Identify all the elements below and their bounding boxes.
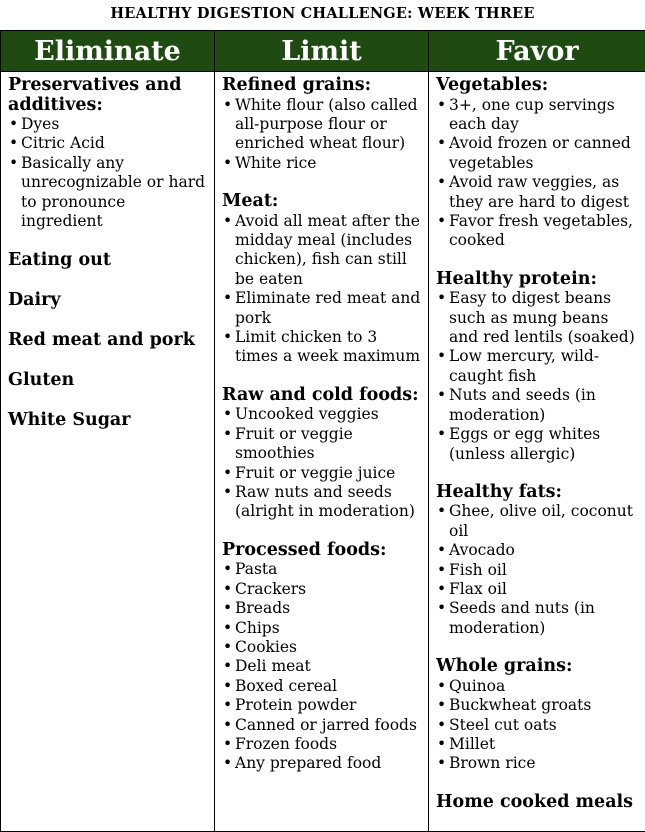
- eliminate-header: Eliminate: [1, 31, 215, 72]
- item-list: [436, 677, 639, 774]
- favor-home-cooked-heading: Home cooked meals: [436, 791, 634, 812]
- section-title: Healthy protein:: [436, 268, 597, 289]
- list-item: • Citric Acid: [8, 134, 208, 153]
- list-item: • White flour (also called all-purpose flour or enriched wheat flour): [222, 96, 422, 154]
- limit-refined-grains-section: [222, 76, 422, 173]
- list-item: • Easy to digest beans such as mung beans and red lentils (soaked): [436, 289, 639, 347]
- list-item: • Avoid frozen or canned vegetables: [436, 134, 639, 173]
- limit-raw-cold-section: [222, 386, 422, 522]
- list-item: • Crackers: [222, 580, 422, 599]
- list-item: • Quinoa: [436, 677, 639, 696]
- section-title: Meat:: [222, 191, 279, 212]
- list-item: • Protein powder: [222, 696, 422, 715]
- eliminate-preservatives-section: [8, 76, 208, 231]
- eliminate-heading: Eating out: [8, 250, 111, 271]
- page-title: HEALTHY DIGESTION CHALLENGE: WEEK THREE: [110, 5, 535, 22]
- eliminate-heading: Dairy: [8, 290, 61, 311]
- favor-vegetables-section: [436, 76, 639, 251]
- favor-protein-section: [436, 270, 639, 464]
- favor-header: Favor: [429, 31, 645, 72]
- list-item: • Seeds and nuts (in moderation): [436, 599, 639, 638]
- list-item: • Millet: [436, 735, 639, 754]
- list-item: • Cookies: [222, 638, 422, 657]
- list-item: • 3+, one cup servings each day: [436, 96, 639, 135]
- list-item: • Raw nuts and seeds (alright in moderation): [222, 483, 422, 522]
- list-item: • Chips: [222, 619, 422, 638]
- list-item: • Eggs or egg whites (unless allergic): [436, 425, 639, 464]
- list-item: • Dyes: [8, 115, 208, 134]
- favor-fats-section: [436, 483, 639, 638]
- list-item: • Uncooked veggies: [222, 405, 422, 424]
- item-list: [222, 96, 422, 174]
- list-item: • Eliminate red meat and pork: [222, 289, 422, 328]
- list-item: • White rice: [222, 154, 422, 173]
- challenge-table: [0, 30, 645, 832]
- limit-column: [215, 72, 429, 832]
- item-list: [436, 502, 639, 638]
- eliminate-column: [1, 72, 215, 832]
- list-item: • Flax oil: [436, 580, 639, 599]
- section-title: Healthy fats:: [436, 481, 562, 502]
- item-list: [222, 212, 422, 367]
- list-item: • Brown rice: [436, 754, 639, 773]
- list-item: • Breads: [222, 599, 422, 618]
- list-item: • Ghee, olive oil, coconut oil: [436, 502, 639, 541]
- list-item: • Steel cut oats: [436, 716, 639, 735]
- list-item: • Basically any unrecognizable or hard to pronounce ingredient: [8, 154, 208, 232]
- limit-header: Limit: [215, 31, 429, 72]
- section-title: Whole grains:: [436, 656, 573, 677]
- eliminate-heading: Red meat and pork: [8, 330, 195, 351]
- favor-column: [429, 72, 645, 832]
- item-list: [222, 405, 422, 521]
- section-title: Vegetables:: [436, 75, 549, 95]
- item-list: [436, 289, 639, 464]
- list-item: • Boxed cereal: [222, 677, 422, 696]
- item-list: [222, 560, 422, 773]
- list-item: • Favor fresh vegetables, cooked: [436, 212, 639, 251]
- section-title: Processed foods:: [222, 539, 387, 560]
- list-item: • Fruit or veggie smoothies: [222, 425, 422, 464]
- list-item: • Avoid raw veggies, as they are hard to digest: [436, 173, 639, 212]
- section-title: Refined grains:: [222, 75, 372, 95]
- list-item: • Fruit or veggie juice: [222, 464, 422, 483]
- favor-whole-grains-section: [436, 657, 639, 774]
- list-item: • Avoid all meat after the midday meal (includes chicken), fish can still be eaten: [222, 212, 422, 290]
- list-item: • Fish oil: [436, 561, 639, 580]
- list-item: • Limit chicken to 3 times a week maximum: [222, 328, 422, 367]
- eliminate-heading: White Sugar: [8, 410, 131, 431]
- list-item: • Pasta: [222, 560, 422, 579]
- list-item: • Avocado: [436, 541, 639, 560]
- list-item: • Nuts and seeds (in moderation): [436, 386, 639, 425]
- limit-processed-section: [222, 541, 422, 774]
- list-item: • Frozen foods: [222, 735, 422, 754]
- list-item: • Buckwheat groats: [436, 696, 639, 715]
- list-item: • Low mercury, wild-caught fish: [436, 347, 639, 386]
- section-title: Preservatives and additives:: [8, 75, 182, 115]
- list-item: • Any prepared food: [222, 754, 422, 773]
- list-item: • Canned or jarred foods: [222, 716, 422, 735]
- section-title: Raw and cold foods:: [222, 384, 419, 405]
- list-item: • Deli meat: [222, 657, 422, 676]
- limit-meat-section: [222, 192, 422, 367]
- item-list: [436, 96, 639, 251]
- item-list: [8, 115, 208, 231]
- eliminate-heading: Gluten: [8, 370, 75, 391]
- header-row: [1, 31, 645, 72]
- content-row: [1, 72, 645, 832]
